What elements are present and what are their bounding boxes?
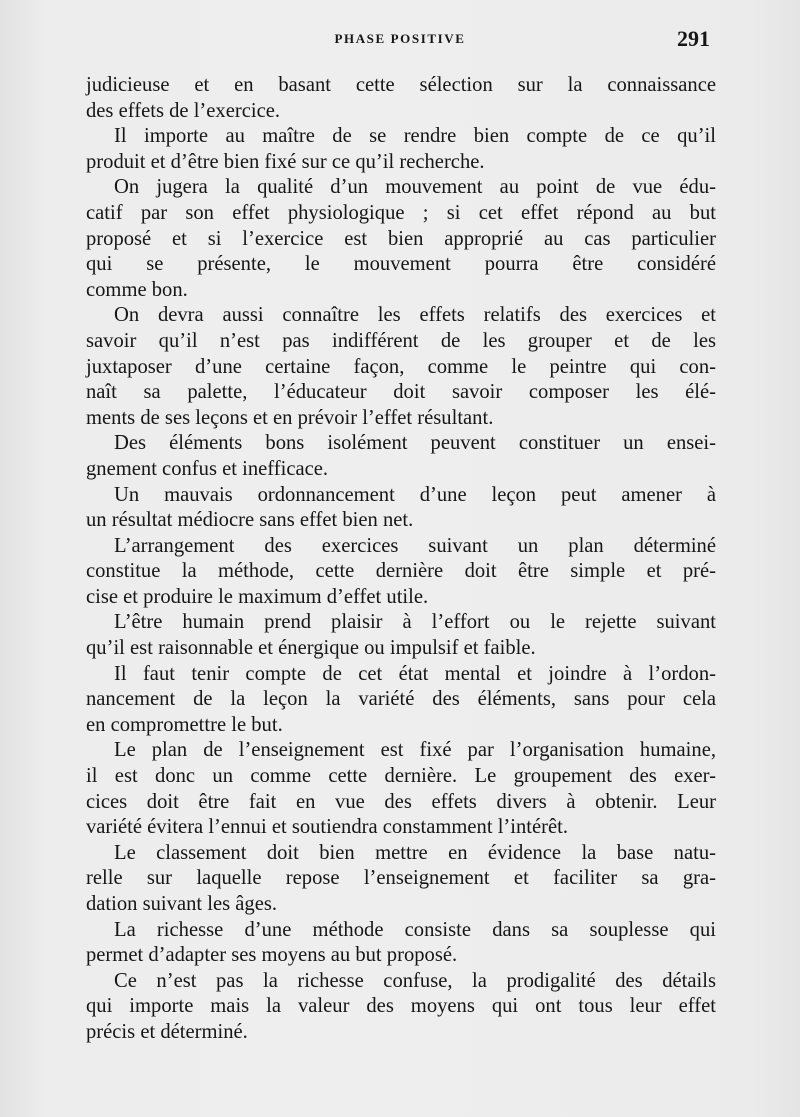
paragraph: [86, 841, 716, 918]
paragraph: [86, 431, 716, 482]
text-line: naît sa palette, l’éducateur doit savoir composer les élé-: [86, 381, 716, 404]
paragraph: [86, 738, 716, 840]
text-line: qui importe mais la valeur des moyens qui ont tous leur effet: [86, 995, 716, 1018]
text-line: L’être humain prend plaisir à l’effort ou le rejette suivant: [114, 611, 716, 634]
text-line: nancement de la leçon la variété des éléments, sans pour cela: [86, 688, 716, 711]
text-line: La richesse d’une méthode consiste dans sa souplesse qui: [114, 918, 716, 941]
text-line: Un mauvais ordonnancement d’une leçon peut amener à: [114, 483, 716, 506]
paragraph: [86, 303, 716, 431]
text-line: juxtaposer d’une certaine façon, comme le peintre qui con-: [86, 355, 716, 378]
page-header: [90, 26, 710, 52]
text-line: Il importe au maître de se rendre bien compte de ce qu’il: [114, 125, 716, 148]
text-line: savoir qu’il n’est pas indifférent de les grouper et de les: [86, 329, 716, 352]
text-line: Ce n’est pas la richesse confuse, la prodigalité des détails: [114, 969, 716, 992]
text-line: judicieuse et en basant cette sélection sur la connaissance: [86, 74, 716, 96]
text-line: constitue la méthode, cette dernière doit être simple et pré-: [86, 560, 716, 583]
text-line: gnement confus et inefficace.: [86, 457, 329, 480]
paragraph: [86, 918, 716, 969]
paragraph: [86, 662, 716, 739]
paragraph: [86, 610, 716, 661]
text-line: On devra aussi connaître les effets relatifs des exercices et: [114, 304, 716, 327]
text-line: comme bon.: [86, 278, 188, 301]
text-line: produit et d’être bien fixé sur ce qu’il recherche.: [86, 150, 485, 173]
text-line: On jugera la qualité d’un mouvement au point de vue édu-: [114, 176, 716, 199]
text-line: L’arrangement des exercices suivant un plan déterminé: [114, 534, 716, 557]
paragraph: [86, 483, 716, 534]
text-line: cices doit être fait en vue des effets divers à obtenir. Leur: [86, 790, 716, 813]
paragraph: [86, 124, 716, 175]
text-line: relle sur laquelle repose l’enseignement et faciliter sa gra-: [86, 867, 716, 890]
text-line: en compromettre le but.: [86, 713, 283, 736]
text-line: qui se présente, le mouvement pourra être considéré: [86, 253, 716, 276]
text-line: il est donc un comme cette dernière. Le groupement des exer-: [86, 765, 716, 788]
text-line: Des éléments bons isolément peuvent constituer un ensei-: [114, 432, 716, 455]
text-line: dation suivant les âges.: [86, 893, 278, 915]
body-text: [86, 73, 716, 1046]
text-line: Le classement doit bien mettre en évidence la base natu-: [114, 841, 716, 864]
text-line: un résultat médiocre sans effet bien net.: [86, 509, 414, 532]
page-number: 291: [677, 26, 710, 51]
text-line: ments de ses leçons et en prévoir l’effet résultant.: [86, 406, 494, 429]
text-line: Le plan de l’enseignement est fixé par l’organisation humaine,: [114, 739, 716, 762]
text-line: proposé et si l’exercice est bien approprié au cas particulier: [86, 227, 716, 250]
text-line: variété évitera l’ennui et soutiendra constamment l’intérêt.: [86, 816, 569, 839]
text-line: qu’il est raisonnable et énergique ou impulsif et faible.: [86, 637, 536, 660]
text-line: catif par son effet physiologique ; si cet effet répond au but: [86, 201, 716, 224]
paragraph: [86, 73, 716, 124]
paragraph: [86, 534, 716, 611]
paragraph: [86, 175, 716, 303]
text-line: cise et produire le maximum d’effet utile.: [86, 585, 429, 608]
text-line: Il faut tenir compte de cet état mental et joindre à l’ordon-: [114, 662, 716, 685]
running-title: PHASE POSITIVE: [334, 31, 466, 46]
text-line: des effets de l’exercice.: [86, 99, 281, 122]
text-line: précis et déterminé.: [86, 1020, 248, 1043]
text-line: permet d’adapter ses moyens au but proposé.: [86, 944, 458, 967]
paragraph: [86, 969, 716, 1046]
